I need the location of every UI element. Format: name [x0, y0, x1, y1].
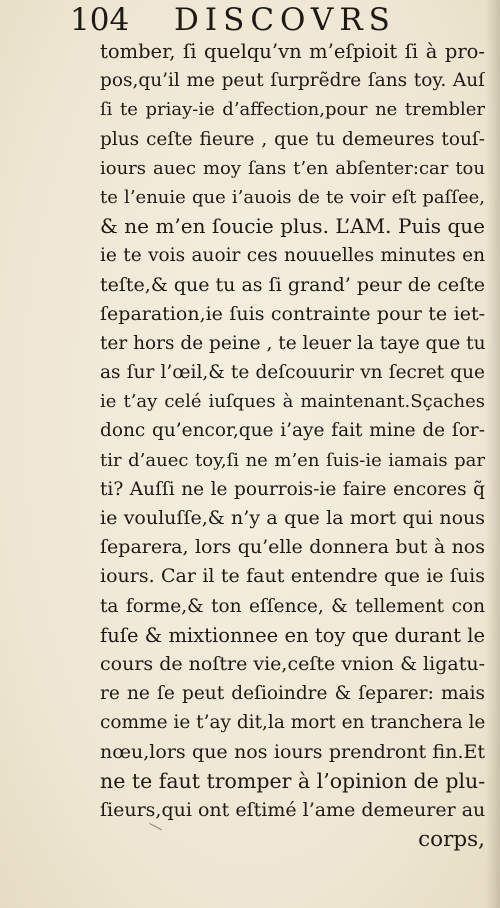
- page-edge-shadow: [486, 0, 500, 908]
- text-line: ie vouluſſe,& n’y a que la mort qui nous: [100, 507, 485, 529]
- text-line: ne te faut tromper à l’opinion de plu-: [100, 768, 485, 793]
- text-line: & ne m’en ſoucie plus. L’AM. Puis que: [100, 214, 485, 239]
- text-line: ta forme,& ton eſſence, & tellement con: [100, 595, 485, 617]
- text-line: cours de noſtre vie,ceſte vnion & ligatu-: [100, 652, 485, 675]
- text-line: donc qu’encor,que i’aye fait mine de ſor-: [100, 420, 485, 442]
- text-line: plus ceſte fieure , que tu demeures touſ-: [100, 128, 485, 150]
- text-line: fuſe & mixtionnee en toy que durant le: [100, 623, 485, 647]
- text-line: comme ie t’ay dit,la mort en tranchera le: [100, 712, 485, 734]
- body-text: [100, 37, 485, 854]
- running-title: DISCOVRS: [174, 2, 396, 38]
- text-line: ſeparation,ie ſuis contrainte pour te iet-: [100, 302, 485, 325]
- text-line: teſte,& que tu as ſi grand’ peur de ceſte: [100, 273, 485, 296]
- text-line: iours. Car il te faut entendre que ie ſuis: [100, 565, 485, 588]
- text-line: ie te vois auoir ces nouuelles minutes en: [100, 245, 485, 267]
- text-line: ie t’ay celé iuſques à maintenant.Sçaches: [100, 391, 485, 413]
- page-number: 104: [70, 2, 130, 38]
- text-line: ſeparera, lors qu’elle donnera but à nos: [100, 536, 485, 559]
- text-line: ſi te priay-ie d’affection,pour ne trembler: [100, 99, 485, 121]
- text-line: te l’enuie que i’auois de te voir eſt paſſee,: [100, 186, 485, 208]
- text-line: ter hors de peine , te leuer la taye que tu: [100, 332, 485, 354]
- text-line: re ne ſe peut deſioindre & ſeparer: mais: [100, 683, 485, 705]
- text-line: ſieurs,qui ont eſtimé l’ame demeurer au: [100, 798, 485, 821]
- catchword: corps,: [418, 827, 485, 853]
- page-header: [70, 2, 480, 38]
- text-line: tir d’auec toy,ſi ne m’en ſuis-ie iamais par: [100, 449, 485, 471]
- text-line: tomber, ſi quelqu’vn m’eſpioit ſi à pro-: [100, 40, 485, 63]
- text-line: nœu,lors que nos iours prendront fin.Et: [100, 740, 485, 763]
- text-line: as ſur l’œil,& te deſcouurir vn ſecret que: [100, 362, 485, 384]
- text-line: pos,qu’il me peut ſurprẽdre ſans toy. Auſ: [100, 70, 485, 92]
- text-line: ti? Auſſi ne le pourrois-ie faire encores q̃: [100, 478, 485, 500]
- text-line: iours auec moy ſans t’en abſenter:car tou: [100, 157, 485, 179]
